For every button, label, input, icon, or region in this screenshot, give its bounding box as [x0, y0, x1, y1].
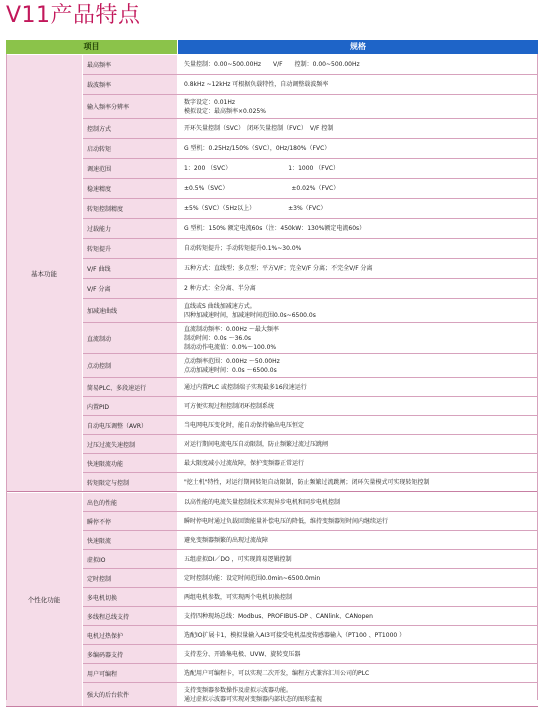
feature-spec — [178, 75, 538, 94]
table-row — [83, 259, 538, 278]
feature-name: 调速范围 — [83, 159, 177, 178]
table-row — [83, 199, 538, 218]
group-label: 个性化功能 — [6, 493, 82, 706]
spec-line: 自动转矩提升；手动转矩提升0.1%~30.0% — [184, 245, 302, 252]
table-row — [83, 626, 538, 644]
feature-spec — [178, 626, 538, 644]
feature-spec — [178, 159, 538, 178]
table-row — [83, 645, 538, 663]
feature-name: 虚拟IO — [83, 550, 177, 568]
feature-name: 转矩提升 — [83, 239, 177, 258]
table-row — [83, 569, 538, 587]
spec-line: G 型机：150% 额定电流60s（注：450kW：130%额定电流60s） — [184, 225, 366, 232]
feature-name: 快速限流功能 — [83, 454, 177, 472]
table-row — [83, 588, 538, 606]
group-label: 基本功能 — [6, 55, 82, 491]
feature-spec — [178, 219, 538, 238]
feature-spec — [178, 239, 538, 258]
feature-name: 稳速精度 — [83, 179, 177, 198]
feature-spec — [178, 664, 538, 682]
spec-line: 最大限度减小过流故障，保护变频器正常运行 — [184, 459, 305, 467]
feature-spec — [178, 55, 538, 74]
feature-name: 控制方式 — [83, 119, 177, 138]
spec-line: 以高性能的电流矢量控制技术实现异步电机和同步电机控制 — [184, 498, 341, 506]
table-row — [83, 416, 538, 434]
feature-name: 定时控制 — [83, 569, 177, 587]
spec-line: 数字设定：0.01Hz — [184, 98, 236, 106]
feature-spec — [178, 199, 538, 218]
spec-line: 开环矢量控制（SVC） 闭环矢量控制（FVC） V/F 控制 — [184, 125, 334, 132]
page-title: V11产品特点 — [6, 3, 141, 28]
feature-name: 电机过热保护 — [83, 626, 177, 644]
table-row — [83, 323, 538, 353]
spec-line: 通过内置PLC 或控制端子实现最多16段速运行 — [184, 383, 307, 391]
spec-line: 五组虚拟DI／DO ，可实现简易逻辑控制 — [184, 555, 292, 563]
feature-spec — [178, 323, 538, 353]
spec-line: 点动加减速时间：0.0s ～6500.0s — [184, 366, 277, 374]
feature-name: 过压过流失速控制 — [83, 435, 177, 453]
spec-line: 定时控制功能：设定时间范围0.0min~6500.0min — [184, 574, 321, 582]
table-row — [83, 550, 538, 568]
feature-name: 点动控制 — [83, 354, 177, 377]
spec-line: 通过虚拟示波器可实现对变频器内部状态的图形监视 — [184, 695, 323, 703]
spec-line: 点动频率范围：0.00Hz ～50.00Hz — [184, 357, 280, 365]
spec-line: 对运行期间电流电压自动限制，防止频繁过流过压跳闸 — [184, 440, 329, 448]
table-row — [83, 683, 538, 706]
spec-line: 五种方式：直线型；多点型；平方V/F；完全V/F 分离；不完全V/F 分离 — [184, 265, 373, 272]
table-row — [83, 512, 538, 530]
table-row — [83, 354, 538, 377]
feature-name: 转矩控制精度 — [83, 199, 177, 218]
spec-line: 直流制动频率：0.00Hz ～最大频率 — [184, 325, 279, 333]
spec-line: 支持差分、开路集电极、UVW、旋转变压器 — [184, 650, 301, 658]
spec-line: G 型机：0.25Hz/150%（SVC），0Hz/180%（FVC） — [184, 145, 331, 152]
feature-spec — [178, 378, 538, 396]
feature-name: 自动电压调整（AVR） — [83, 416, 177, 434]
spec-line: 支持变频器参数操作及虚拟示波器功能。 — [184, 686, 293, 694]
header-spec: 规格 — [178, 40, 538, 54]
spec-line: ±0.5%（SVC） ±0.02%（FVC） — [184, 185, 340, 192]
table-row — [83, 239, 538, 258]
spec-line: 2 种方式：全分离、半分离 — [184, 285, 256, 292]
spec-line: 支持四种现场总线：Modbus、PROFIBUS-DP 、CANlink、CANopen — [184, 612, 373, 620]
feature-spec — [178, 299, 538, 322]
feature-name: 最高频率 — [83, 55, 177, 74]
feature-spec — [178, 645, 538, 663]
table-row — [83, 607, 538, 625]
table-row — [83, 75, 538, 94]
spec-line: 瞬时停电时通过负载回馈能量补偿电压的降低，维持变频器短时间内继续运行 — [184, 517, 389, 525]
spec-line: 制动动作电流值：0.0%～100.0% — [184, 343, 277, 351]
feature-spec — [178, 588, 538, 606]
feature-name: 载波频率 — [83, 75, 177, 94]
feature-spec — [178, 473, 538, 491]
feature-name: 输入频率分辨率 — [83, 95, 177, 118]
feature-spec — [178, 259, 538, 278]
table-row — [83, 139, 538, 158]
table-row — [83, 55, 538, 74]
feature-name: 出色的性能 — [83, 493, 177, 511]
spec-line: 避免变频器频繁的出现过流故障 — [184, 536, 269, 544]
feature-spec — [178, 119, 538, 138]
spec-line: 两组电机参数，可实现两个电机切换控制 — [184, 593, 293, 601]
feature-name: V/F 分离 — [83, 279, 177, 298]
table-row — [83, 397, 538, 415]
feature-name: V/F 曲线 — [83, 259, 177, 278]
spec-line: 选配IO扩展卡1，模拟量输入AI3可接受电机温度传感器输入（PT100 、PT1000 ） — [184, 631, 406, 639]
table-row — [83, 531, 538, 549]
feature-spec — [178, 607, 538, 625]
feature-spec — [178, 569, 538, 587]
feature-name: 瞬停不停 — [83, 512, 177, 530]
table-row — [83, 454, 538, 472]
spec-line: 制动时间：0.0s ～36.0s — [184, 334, 252, 342]
feature-name: 直流制动 — [83, 323, 177, 353]
table-row — [83, 95, 538, 118]
spec-line: 0.8kHz ~12kHz 可根据负载特性，自动调整载波频率 — [184, 81, 329, 88]
table-row — [83, 119, 538, 138]
feature-spec — [178, 95, 538, 118]
feature-spec — [178, 139, 538, 158]
table-row — [83, 435, 538, 453]
table-row — [83, 179, 538, 198]
feature-name: 强大的后台软件 — [83, 683, 177, 706]
group-divider — [6, 491, 538, 492]
spec-line: ±5%（SVC）（5Hz以上） ±3%（FVC） — [184, 205, 327, 212]
table-row — [83, 219, 538, 238]
feature-name: 多线程总线支持 — [83, 607, 177, 625]
spec-line: 矢量控制：0.00~500.00Hz V/F 控制：0.00~500.00Hz — [184, 61, 360, 68]
feature-spec — [178, 683, 538, 706]
feature-spec — [178, 531, 538, 549]
table-row — [83, 473, 538, 491]
feature-name: 内置PID — [83, 397, 177, 415]
feature-name: 用户可编程 — [83, 664, 177, 682]
feature-spec — [178, 512, 538, 530]
feature-name: 简易PLC、多段速运行 — [83, 378, 177, 396]
feature-spec — [178, 550, 538, 568]
feature-spec — [178, 416, 538, 434]
feature-spec — [178, 454, 538, 472]
header-item: 项目 — [6, 40, 177, 54]
feature-name: 多编码器支持 — [83, 645, 177, 663]
feature-name: 加减速曲线 — [83, 299, 177, 322]
spec-line: 1：200 （SVC） 1：1000 （FVC） — [184, 165, 340, 172]
feature-spec — [178, 354, 538, 377]
feature-name: 过载能力 — [83, 219, 177, 238]
spec-line: 当电网电压变化时，能自动保持输出电压恒定 — [184, 421, 305, 429]
spec-line: 模拟设定：最高频率×0.025% — [184, 107, 266, 115]
feature-spec — [178, 397, 538, 415]
table-row — [83, 299, 538, 322]
feature-name: 快速限流 — [83, 531, 177, 549]
feature-name: 启动转矩 — [83, 139, 177, 158]
spec-line: 选配用户可编程卡，可以实现二次开发，编程方式兼容汇川公司的PLC — [184, 669, 370, 677]
spec-line: 四种加减速时间，加减速时间范围0.0s~6500.0s — [184, 311, 316, 319]
table-row — [83, 378, 538, 396]
feature-spec — [178, 179, 538, 198]
feature-spec — [178, 493, 538, 511]
feature-spec — [178, 279, 538, 298]
spec-line: 可方便实现过程控制闭环控制系统 — [184, 402, 275, 410]
feature-name: 转矩限定与控制 — [83, 473, 177, 491]
feature-spec — [178, 435, 538, 453]
spec-line: "挖土机"特性，对运行期间转矩自动限制，防止频繁过流跳闸；闭环矢量模式可实现转矩控制 — [184, 478, 430, 486]
spec-line: 直线或S 曲线加减速方式。 — [184, 302, 256, 310]
table-row — [83, 279, 538, 298]
table-row — [83, 159, 538, 178]
table-row — [83, 493, 538, 511]
table-row — [83, 664, 538, 682]
feature-name: 多电机切换 — [83, 588, 177, 606]
